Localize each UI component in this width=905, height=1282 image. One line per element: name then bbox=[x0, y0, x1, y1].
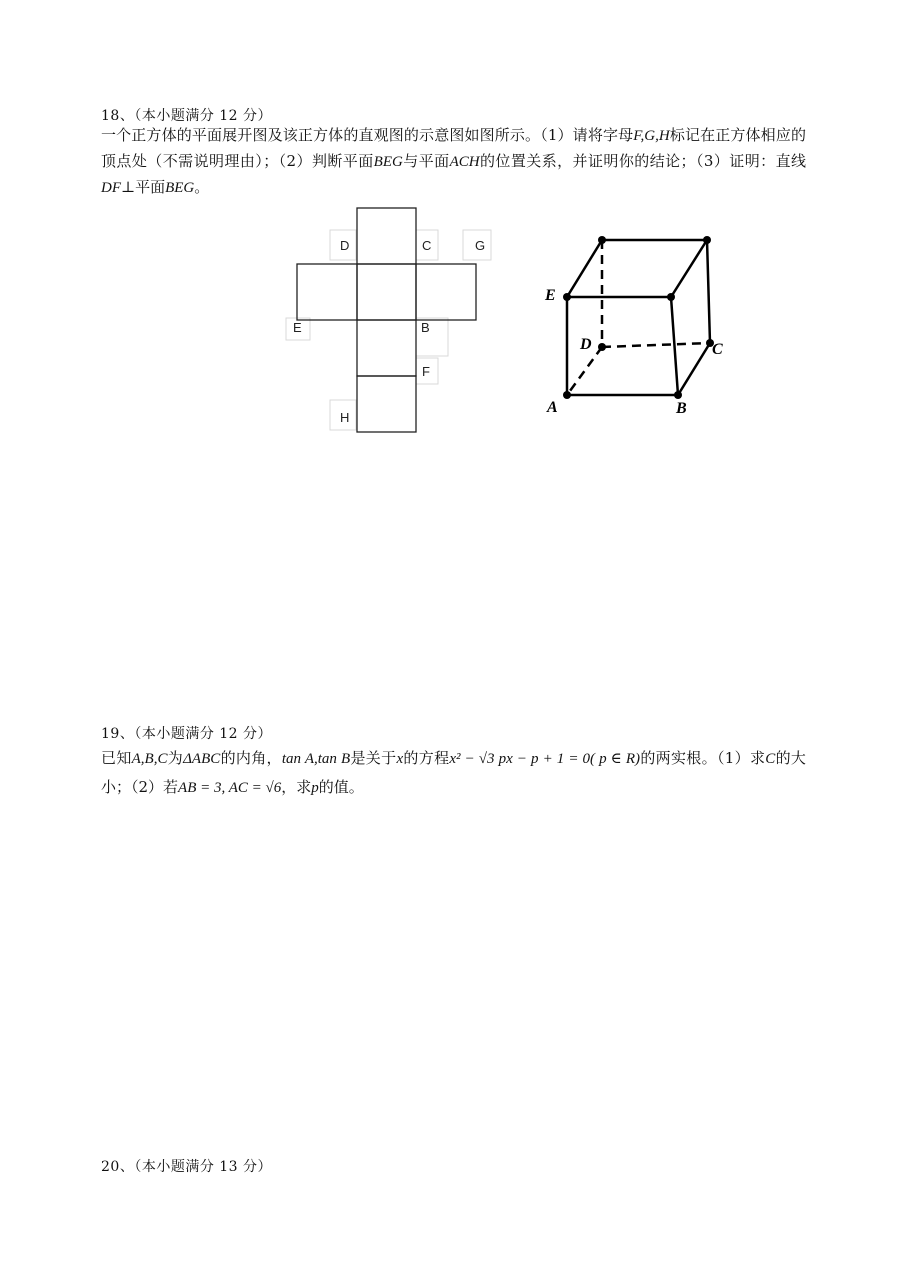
cube-label-c: C bbox=[712, 341, 723, 358]
cube-hidden-edge-diagonal bbox=[567, 347, 602, 395]
cube-vertex bbox=[703, 236, 711, 244]
net-label-b: B bbox=[421, 320, 430, 335]
net-square-right bbox=[416, 264, 476, 320]
net-label-d: D bbox=[340, 238, 350, 253]
net-label-f: F bbox=[422, 364, 430, 379]
cube-vertex-b bbox=[674, 391, 682, 399]
q20-heading: 20、（本小题满分 13 分） bbox=[101, 1159, 273, 1175]
cube-edge-top-right bbox=[671, 240, 707, 297]
net-label-e: E bbox=[293, 320, 302, 335]
net-label-g: G bbox=[475, 238, 486, 253]
net-square-bottom bbox=[357, 376, 416, 432]
cube-vertex bbox=[667, 293, 675, 301]
net-label-c: C bbox=[422, 238, 432, 253]
net-square-left bbox=[297, 264, 357, 320]
q19-text: 已知A,B,C为ΔABC的内角，tan A,tan B是关于x的方程x² − √3 px − p + 1 = 0( p ∈ R)的两实根。（1）求C的大小；（2）若AB = 3, AC = √6，求p的值。 bbox=[101, 749, 806, 796]
cube-perspective-diagram bbox=[535, 225, 735, 425]
cube-label-b: B bbox=[676, 400, 687, 417]
net-square-lower bbox=[357, 320, 416, 376]
cube-vertex bbox=[598, 236, 606, 244]
cube-label-e: E bbox=[545, 287, 556, 304]
cube-net-diagram bbox=[280, 200, 500, 440]
cube-hidden-edge-back bbox=[602, 343, 710, 347]
net-square-center bbox=[357, 264, 416, 320]
cube-vertex-d bbox=[598, 343, 606, 351]
net-label-h: H bbox=[340, 410, 350, 425]
cube-vertex-a bbox=[563, 391, 571, 399]
cube-edge-bottom-right bbox=[678, 343, 710, 395]
q18-text: 一个正方体的平面展开图及该正方体的直观图的示意图如图所示。（1）请将字母F,G,H标记在正方体相应的顶点处（不需说明理由）；（2）判断平面BEG与平面ACH的位置关系，并证明你的结论；（3）证明：直线DF⊥平面BEG。 bbox=[101, 126, 807, 196]
cube-edge-back-right bbox=[707, 240, 710, 343]
cube-label-d: D bbox=[580, 336, 592, 353]
net-square-top bbox=[357, 208, 416, 264]
cube-label-a: A bbox=[547, 399, 558, 416]
q19-heading: 19、（本小题满分 12 分） bbox=[101, 726, 273, 742]
q18-heading: 18、（本小题满分 12 分） bbox=[101, 108, 273, 124]
cube-edge-front-right bbox=[671, 297, 678, 395]
cube-vertex-e bbox=[563, 293, 571, 301]
cube-edge-top-left bbox=[567, 240, 602, 297]
